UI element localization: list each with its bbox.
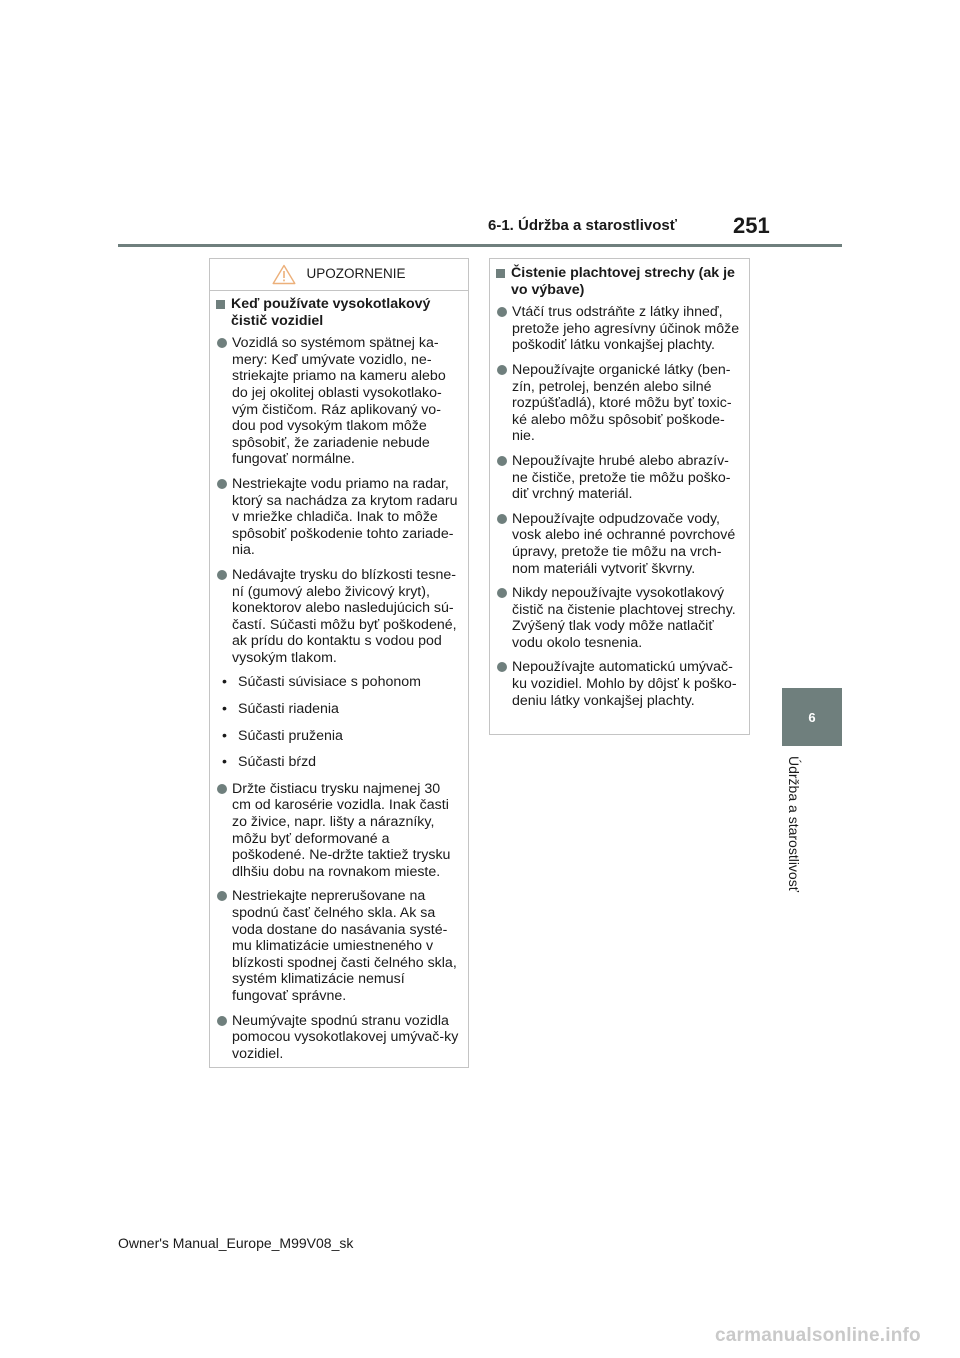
- warning-label: UPOZORNENIE: [306, 266, 406, 282]
- bullet-dot-icon: [217, 338, 227, 348]
- bullet-dot-icon: [497, 662, 507, 672]
- list-item: Držte čistiacu trysku najmenej 30 cm od karosérie vozidla. Inak časti zo živice, napr. lišty a nárazníky, môžu byť deformované a poškodené. Ne-držte taktiež trysku dlhšiu dobu na rovnakom mieste.: [216, 781, 460, 881]
- sub-bullet-icon: •: [222, 674, 227, 691]
- warning-triangle-icon: [272, 264, 296, 285]
- footer-manual-id: Owner's Manual_Europe_M99V08_sk: [118, 1235, 354, 1251]
- bullet-dot-icon: [497, 456, 507, 466]
- list-item: Vozidlá so systémom spätnej ka-mery: Keď umývate vozidlo, ne-striekajte priamo na kameru alebo do jej okolitej oblasti vysokotlako-vým čističom. Ráz aplikovaný vo-dou pod vysokým tlakom môže spôsobiť, že zariadenie nebude fungovať normálne.: [216, 335, 460, 468]
- list-item: Nestriekajte vodu priamo na radar, ktorý sa nachádza za krytom radaru v mriežke chladiča. Inak to môže spôsobiť poškodenie tohto zariade-nia.: [216, 476, 460, 559]
- list-item: Nedávajte trysku do blízkosti tesne-ní (gumový alebo živicový kryt), konektorov alebo nasledujúcich sú-častí. Súčasti môžu byť poškodené, ak prídu do kontaktu s vodou pod vysokým tlakom.: [216, 567, 460, 667]
- sub-list-item: • Súčasti pruženia: [216, 728, 460, 745]
- page-number: 251: [733, 213, 770, 238]
- sub-list-item: • Súčasti bŕzd: [216, 754, 460, 771]
- sub-list-item: • Súčasti riadenia: [216, 701, 460, 718]
- bullet-dot-icon: [497, 514, 507, 524]
- warning-right-list: [496, 304, 741, 709]
- list-item: Nepoužívajte organické látky (ben-zín, petrolej, benzén alebo silné rozpúšťadlá), ktoré môžu byť toxic-ké alebo môžu spôsobiť poškode-nie.: [496, 362, 741, 445]
- bullet-dot-icon: [217, 479, 227, 489]
- square-heading-icon: [496, 269, 505, 278]
- list-item: Vtáčí trus odstráňte z látky ihneď, pretože jeho agresívny účinok môže poškodiť látku vonkajšej plachty.: [496, 304, 741, 354]
- sub-bullet-icon: •: [222, 727, 227, 744]
- square-heading-icon: [216, 300, 225, 309]
- warning-header: [210, 259, 468, 291]
- warning-right-content: [490, 259, 749, 709]
- bullet-dot-icon: [497, 588, 507, 598]
- list-item: Nestriekajte neprerušovane na spodnú časť čelného skla. Ak sa voda dostane do nasávania systé-mu klimatizácie umiestneného v blízkosti spodnej časti čelného skla, systém klimatizácie nemusí fungovať správne.: [216, 888, 460, 1004]
- list-item: Nepoužívajte automatickú umývač-ku vozidiel. Mohlo by dôjsť k poško-deniu látky vonkajšej plachty.: [496, 659, 741, 709]
- bullet-dot-icon: [217, 1016, 227, 1026]
- warning-box-right: [489, 258, 750, 735]
- watermark-logo: carmanualsonline.info: [715, 1325, 921, 1346]
- warning-left-heading: Keď používate vysokotlakový čistič vozidiel: [216, 296, 460, 329]
- sub-bullet-icon: •: [222, 754, 227, 771]
- list-item: Nikdy nepoužívajte vysokotlakový čistič na čistenie plachtovej strechy. Zvýšený tlak vody môže natlačiť vodu okolo tesnenia.: [496, 585, 741, 651]
- bullet-dot-icon: [217, 891, 227, 901]
- list-item: Neumývajte spodnú stranu vozidla pomocou vysokotlakovej umývač-ky vozidiel.: [216, 1013, 460, 1063]
- list-item: Nepoužívajte odpudzovače vody, vosk alebo iné ochranné povrchové úpravy, pretože tie môžu na vrch-nom materiáli vytvoriť škvrny.: [496, 511, 741, 577]
- warning-left-list: [216, 335, 460, 1062]
- list-item: Nepoužívajte hrubé alebo abrazív-ne čističe, pretože tie môžu poško-diť vrchný materiál.: [496, 453, 741, 503]
- bullet-dot-icon: [217, 570, 227, 580]
- bullet-dot-icon: [217, 784, 227, 794]
- warning-right-heading: Čistenie plachtovej strechy (ak je vo výbave): [496, 265, 741, 298]
- warning-box-left: [209, 258, 469, 1068]
- chapter-tab[interactable]: [782, 688, 842, 746]
- bullet-dot-icon: [497, 307, 507, 317]
- section-title: 6-1. Údržba a starostlivosť: [488, 217, 677, 234]
- header-rule: [118, 244, 842, 247]
- bullet-dot-icon: [497, 365, 507, 375]
- chapter-side-title: Údržba a starostlivosť: [786, 756, 802, 892]
- sub-list-item: • Súčasti súvisiace s pohonom: [216, 674, 460, 691]
- chapter-number: 6: [808, 709, 816, 725]
- sub-bullet-icon: •: [222, 701, 227, 718]
- warning-left-content: [210, 291, 468, 1062]
